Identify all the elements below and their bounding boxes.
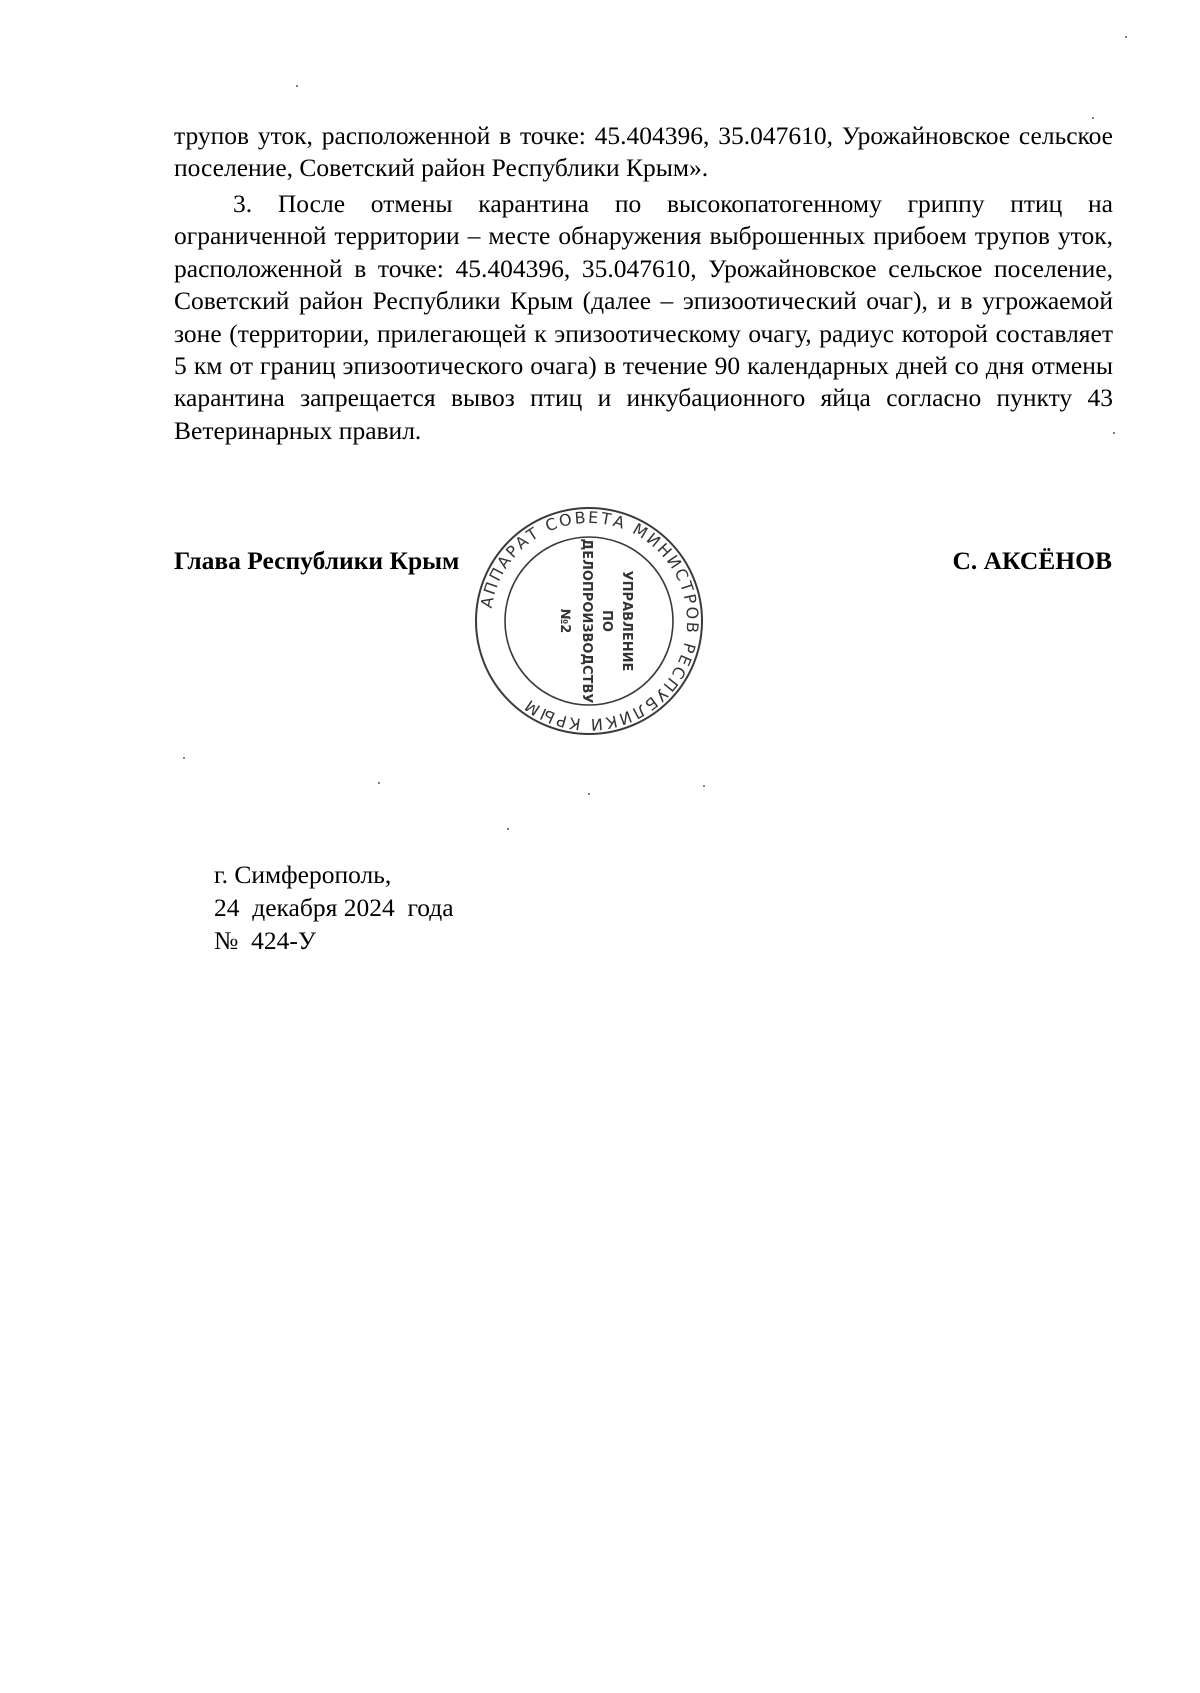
- stamp-line-2: ПО: [599, 610, 614, 632]
- scan-speck: [1125, 36, 1127, 38]
- scan-speck: [296, 85, 298, 87]
- scan-speck: [183, 757, 185, 759]
- document-footer: [214, 858, 454, 957]
- footer-number: № 424-У: [214, 926, 316, 955]
- signature-title: Глава Республики Крым: [174, 546, 460, 575]
- footer-city: г. Симферополь,: [214, 860, 392, 889]
- paragraph-3: 3. После отмены карантина по высокопатогенному гриппу птиц на ограниченной территории – месте обнаружения выброшенных прибоем трупов уток, расположенной в точке: 45.404396, 35.047610, Урожайновское сельское поселение, Советский район Республики Крым (далее – эпизоотический очаг), и в угрожаемой зоне (территории, прилегающей к эпизоотическому очагу, радиус которой составляет 5 км от границ эпизоотического очага) в течение 90 календарных дней со дня отмены карантина запрещается вывоз птиц и инкубационного яйца согласно пункту 43 Ветеринарных правил.: [174, 189, 1113, 445]
- stamp-line-4: №2: [557, 608, 572, 634]
- scan-speck: [703, 785, 705, 787]
- stamp-line-3: ДЕЛОПРОИЗВОДСТВУ: [579, 538, 594, 704]
- paragraph-continuation: трупов уток, расположенной в точке: 45.404396, 35.047610, Урожайновское сельское поселение, Советский район Республики Крым».: [174, 121, 1113, 183]
- footer-date: 24 декабря 2024 года: [214, 893, 454, 922]
- stamp-outer-text: АППАРАТ СОВЕТА МИНИСТРОВ РЕСПУБЛИКИ КРЫМ: [476, 507, 703, 735]
- scan-speck: [588, 793, 590, 795]
- stamp-line-1: УПРАВЛЕНИЕ: [619, 570, 634, 672]
- scan-speck: [378, 782, 380, 784]
- official-stamp: [473, 505, 705, 737]
- scan-speck: [1113, 432, 1115, 434]
- signature-name: С. АКСЁНОВ: [952, 546, 1112, 575]
- scan-speck: [507, 828, 509, 830]
- scan-speck: [1092, 117, 1094, 119]
